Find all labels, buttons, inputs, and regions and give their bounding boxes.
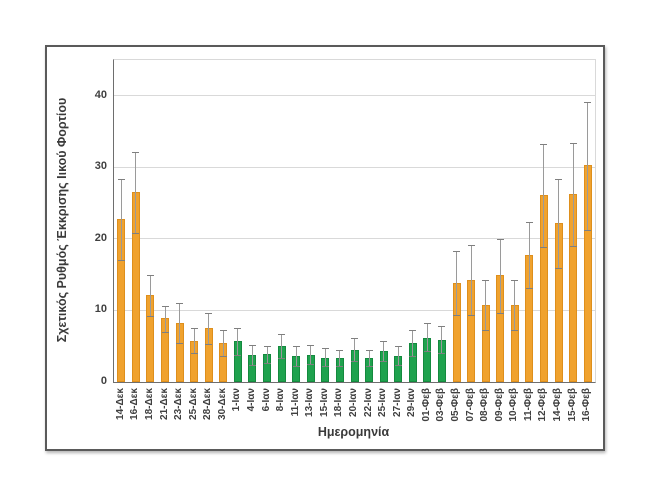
error-bar-line: [369, 350, 370, 366]
error-bar-line: [325, 348, 326, 367]
error-bar-line: [135, 152, 136, 234]
error-bar-line: [587, 102, 588, 229]
error-bar-cap: [468, 245, 475, 246]
x-axis-tick-label: 18-Ιαν: [333, 388, 345, 417]
x-axis-tick-label: 14-Φεβ: [552, 388, 564, 422]
x-axis-tick-label: 11-Φεβ: [522, 388, 534, 421]
error-bar-cap: [438, 353, 445, 354]
error-bar-line: [252, 345, 253, 365]
gridline: [114, 95, 595, 96]
error-bar-cap: [191, 353, 198, 354]
error-bar-line: [150, 275, 151, 317]
error-bar-line: [529, 222, 530, 288]
error-bar-line: [267, 346, 268, 364]
error-bar-cap: [409, 356, 416, 357]
x-axis-tick-label: 03-Φεβ: [435, 388, 447, 422]
error-bar-cap: [453, 315, 460, 316]
x-axis-tick-label: 16-Δεκ: [129, 388, 141, 420]
x-axis-tick-label: 15-Ιαν: [318, 388, 330, 417]
error-bar-cap: [176, 303, 183, 304]
error-bar-cap: [482, 280, 489, 281]
error-bar-cap: [293, 366, 300, 367]
error-bar-line: [208, 313, 209, 344]
error-bar-cap: [526, 288, 533, 289]
error-bar-line: [500, 239, 501, 313]
error-bar-line: [471, 245, 472, 315]
error-bar-cap: [147, 316, 154, 317]
x-axis-tick-label: 18-Δεκ: [143, 388, 155, 420]
error-bar-line: [121, 179, 122, 260]
x-axis-tick-label: 28-Δεκ: [202, 388, 214, 420]
error-bar-cap: [307, 345, 314, 346]
error-bar-cap: [336, 350, 343, 351]
error-bar-cap: [336, 366, 343, 367]
y-axis-tick-label: 30: [94, 160, 107, 173]
error-bar-cap: [570, 246, 577, 247]
error-bar-line: [339, 350, 340, 366]
x-axis-title: Ημερομηνία: [317, 425, 390, 439]
error-bar-cap: [584, 230, 591, 231]
error-bar-line: [165, 306, 166, 332]
error-bar-cap: [468, 315, 475, 316]
x-axis-tick-label: 11-Ιαν: [289, 388, 301, 417]
error-bar-cap: [380, 361, 387, 362]
x-axis-tick-label: 25-Δεκ: [187, 388, 199, 420]
error-bar-cap: [249, 365, 256, 366]
error-bar-line: [310, 345, 311, 364]
error-bar-cap: [322, 348, 329, 349]
error-bar-cap: [409, 330, 416, 331]
error-bar-cap: [162, 332, 169, 333]
plot-area: [113, 59, 596, 383]
error-bar-line: [558, 179, 559, 268]
error-bar-cap: [234, 355, 241, 356]
error-bar-cap: [380, 341, 387, 342]
error-bar-cap: [205, 344, 212, 345]
error-bar-cap: [264, 363, 271, 364]
x-axis-tick-label: 23-Δεκ: [173, 388, 185, 420]
x-axis-tick-label: 01-Φεβ: [420, 388, 432, 422]
x-axis-tick-label: 1-Ιαν: [231, 388, 243, 412]
error-bar-cap: [147, 275, 154, 276]
error-bar-cap: [511, 280, 518, 281]
error-bar-line: [296, 346, 297, 366]
x-axis-tick-label: 6-Ιαν: [260, 388, 272, 412]
error-bar-line: [237, 328, 238, 355]
y-axis-title: Σχετικός Ρυθμός Έκκρισης Ιικού Φορτίου: [55, 97, 69, 343]
error-bar-cap: [395, 346, 402, 347]
error-bar-cap: [234, 328, 241, 329]
error-bar-cap: [132, 152, 139, 153]
error-bar-line: [514, 280, 515, 331]
gridline: [114, 167, 595, 168]
error-bar-cap: [307, 364, 314, 365]
error-bar-cap: [351, 338, 358, 339]
error-bar-cap: [540, 144, 547, 145]
error-bar-cap: [555, 268, 562, 269]
y-axis-tick-label: 0: [100, 375, 107, 387]
error-bar-cap: [278, 334, 285, 335]
error-bar-cap: [264, 346, 271, 347]
x-axis-tick-label: 10-Φεβ: [508, 388, 520, 422]
error-bar-line: [573, 143, 574, 246]
error-bar-cap: [220, 356, 227, 357]
error-bar-cap: [322, 366, 329, 367]
error-bar-line: [383, 341, 384, 361]
x-axis-tick-label: 05-Φεβ: [450, 388, 462, 422]
x-axis-tick-label: 25-Ιαν: [377, 388, 389, 417]
error-bar-cap: [205, 313, 212, 314]
x-axis-tick-label: 07-Φεβ: [464, 388, 476, 422]
error-bar-cap: [293, 346, 300, 347]
error-bar-cap: [191, 328, 198, 329]
error-bar-line: [441, 326, 442, 352]
x-axis-tick-label: 30-Δεκ: [216, 388, 228, 420]
error-bar-line: [398, 346, 399, 365]
x-axis-tick-label: 14-Δεκ: [114, 388, 126, 420]
error-bar-line: [223, 330, 224, 356]
error-bar-line: [427, 323, 428, 351]
x-axis-tick-label: 22-Ιαν: [362, 388, 374, 417]
x-axis-tick-label: 08-Φεβ: [479, 388, 491, 422]
error-bar-cap: [497, 239, 504, 240]
error-bar-line: [194, 328, 195, 352]
x-axis-tick-label: 15-Φεβ: [566, 388, 578, 422]
error-bar-cap: [366, 350, 373, 351]
error-bar-cap: [511, 330, 518, 331]
error-bar-cap: [351, 361, 358, 362]
x-axis-tick-label: 12-Φεβ: [537, 388, 549, 422]
error-bar-cap: [570, 143, 577, 144]
error-bar-cap: [438, 326, 445, 327]
error-bar-cap: [497, 313, 504, 314]
error-bar-cap: [162, 306, 169, 307]
error-bar-line: [485, 280, 486, 329]
error-bar-cap: [453, 251, 460, 252]
error-bar-cap: [424, 323, 431, 324]
error-bar-cap: [526, 222, 533, 223]
x-axis-tick-label: 29-Ιαν: [406, 388, 418, 417]
error-bar-line: [179, 303, 180, 343]
error-bar-cap: [132, 233, 139, 234]
y-axis-tick-label: 40: [94, 88, 107, 101]
error-bar-cap: [366, 366, 373, 367]
error-bar-cap: [555, 179, 562, 180]
y-axis-tick-label: 20: [94, 231, 107, 244]
x-axis-tick-label: 09-Φεβ: [493, 388, 505, 422]
error-bar-line: [543, 144, 544, 247]
x-axis-tick-label: 16-Φεβ: [581, 388, 593, 422]
error-bar-line: [412, 330, 413, 355]
error-bar-line: [456, 251, 457, 315]
error-bar-cap: [584, 102, 591, 103]
x-axis-tick-label: 20-Ιαν: [348, 388, 359, 417]
error-bar-cap: [118, 260, 125, 261]
x-axis-tick-label: 4-Ιαν: [245, 388, 257, 412]
error-bar-line: [281, 334, 282, 358]
error-bar-cap: [395, 365, 402, 366]
error-bar-cap: [424, 351, 431, 352]
error-bar-cap: [540, 247, 547, 248]
error-bar-cap: [118, 179, 125, 180]
error-bar-cap: [278, 358, 285, 359]
gridline: [114, 238, 595, 239]
error-bar-cap: [220, 330, 227, 331]
error-bar-cap: [482, 330, 489, 331]
x-axis-tick-label: 13-Ιαν: [304, 388, 316, 417]
error-bar-cap: [176, 343, 183, 344]
x-axis-tick-label: 21-Δεκ: [158, 388, 170, 420]
chart-figure-box: [45, 45, 605, 451]
x-axis-tick-label: 27-Ιαν: [391, 388, 403, 417]
y-axis-tick-label: 10: [94, 303, 107, 316]
error-bar-cap: [249, 345, 256, 346]
x-axis-tick-label: 8-Ιαν: [275, 388, 287, 412]
error-bar-line: [354, 338, 355, 361]
gridline: [114, 310, 595, 311]
